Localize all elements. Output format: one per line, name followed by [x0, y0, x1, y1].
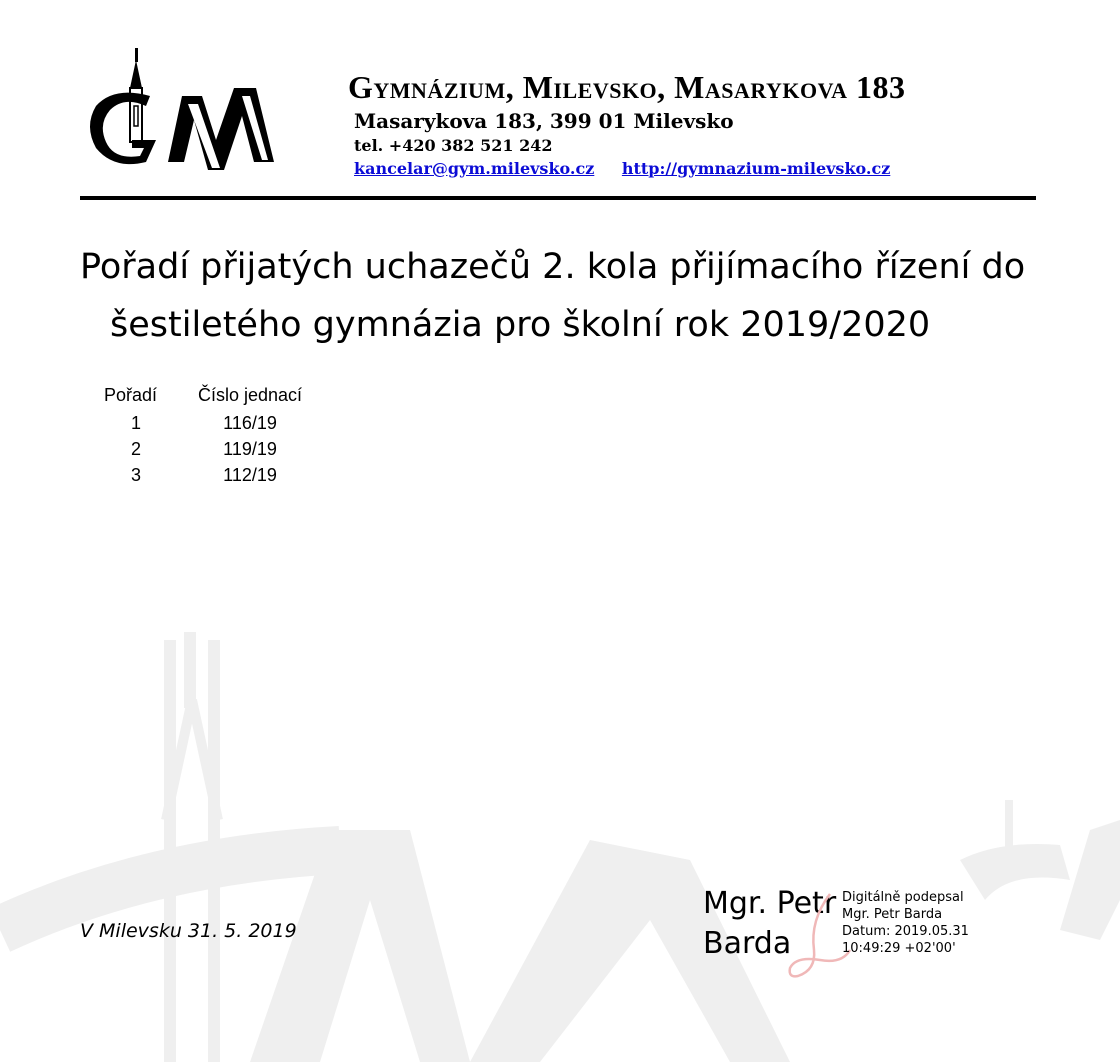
- signature-details: [842, 889, 969, 957]
- table-header-row: [104, 384, 302, 410]
- school-name: Gymnázium, Milevsko, Masarykova 183: [348, 69, 906, 105]
- rank-cell: 2: [130, 439, 141, 459]
- signature-detail-line: Mgr. Petr Barda: [842, 907, 943, 922]
- place-and-date: V Milevsku 31. 5. 2019: [80, 920, 297, 942]
- website-link[interactable]: http://gymnazium-milevsko.cz: [621, 159, 891, 178]
- rank-cell: 3: [130, 465, 141, 485]
- letterhead: [348, 70, 1048, 180]
- document-title: Pořadí přijatých uchazečů 2. kola přijímacího řízení do šestiletého gymnázia pro školní rok 2019/2020: [80, 247, 1026, 345]
- ranking-table: [104, 384, 302, 488]
- reference-cell: 119/19: [223, 439, 277, 459]
- school-phone: tel. +420 382 521 242: [354, 136, 553, 155]
- table-row: [104, 462, 302, 488]
- contact-links: [354, 158, 1048, 180]
- signature-detail-line: Datum: 2019.05.31: [842, 924, 969, 939]
- table-row: [104, 436, 302, 462]
- signatory-name-line1: Mgr. Petr: [703, 886, 837, 921]
- rank-cell: 1: [130, 413, 141, 433]
- letterhead-divider: [80, 196, 1036, 200]
- school-logo: [84, 44, 274, 180]
- reference-cell: 112/19: [223, 465, 277, 485]
- column-header-rank: Pořadí: [104, 385, 158, 405]
- signatory-name-line2: Barda: [703, 926, 792, 961]
- email-link[interactable]: kancelar@gym.milevsko.cz: [354, 159, 595, 178]
- table-row: [104, 410, 302, 436]
- signature-detail-line: 10:49:29 +02'00': [842, 941, 956, 956]
- reference-cell: 116/19: [223, 413, 277, 433]
- school-address: Masarykova 183, 399 01 Milevsko: [354, 109, 734, 133]
- signature-detail-line: Digitálně podepsal: [842, 890, 964, 905]
- column-header-reference: Číslo jednací: [198, 385, 303, 405]
